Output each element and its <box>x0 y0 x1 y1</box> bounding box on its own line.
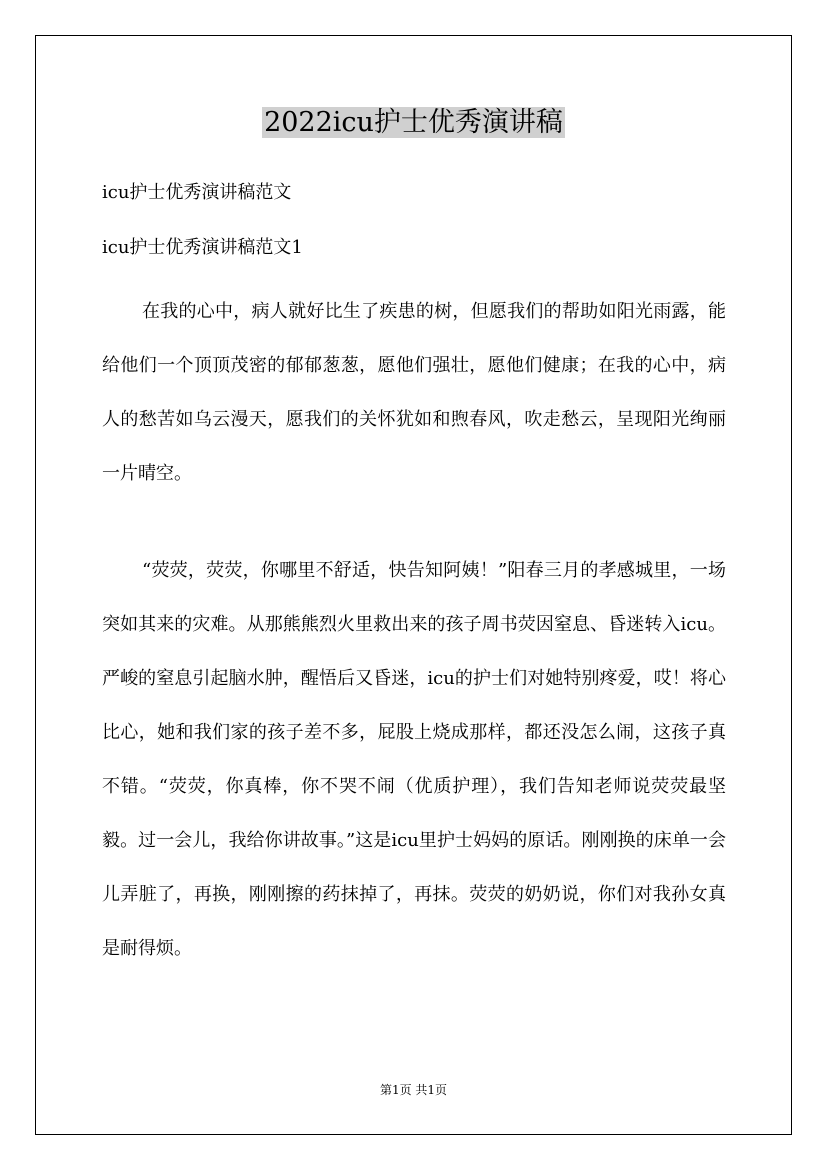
body-paragraph-1: 在我的心中，病人就好比生了疾患的树，但愿我们的帮助如阳光雨露，能给他们一个顶顶茂密的郁郁葱葱，愿他们强壮，愿他们健康；在我的心中，病人的愁苦如乌云漫天，愿我们的关怀犹如和煦春风，吹走愁云，呈现阳光绚丽一片晴空。 <box>102 301 726 484</box>
page-footer: 第1页 共1页 <box>379 1083 448 1097</box>
section-heading: icu护士优秀演讲稿范文1 <box>102 237 303 258</box>
body-paragraph-2: “荧荧，荧荧，你哪里不舒适，快告知阿姨！”阳春三月的孝感城里，一场突如其来的灾难。从那熊熊烈火里救出来的孩子周书荧因窒息、昏迷转入icu。严峻的窒息引起脑水肿，醒悟后又昏迷，icu的护士们对她特别疼爱，哎！将心比心，她和我们家的孩子差不多，屁股上烧成那样，都还没怎么闹，这孩子真不错。“荧荧，你真棒，你不哭不闹（优质护理），我们告知老师说荧荧最坚毅。过一会儿，我给你讲故事。”这是icu里护士妈妈的原话。刚刚换的床单一会儿弄脏了，再换，刚刚擦的药抹掉了，再抹。荧荧的奶奶说，你们对我孙女真是耐得烦。 <box>102 560 726 959</box>
document-title-text: 2022icu护士优秀演讲稿 <box>264 107 563 138</box>
document-title <box>0 103 827 143</box>
document-subtitle: icu护士优秀演讲稿范文 <box>102 182 292 203</box>
